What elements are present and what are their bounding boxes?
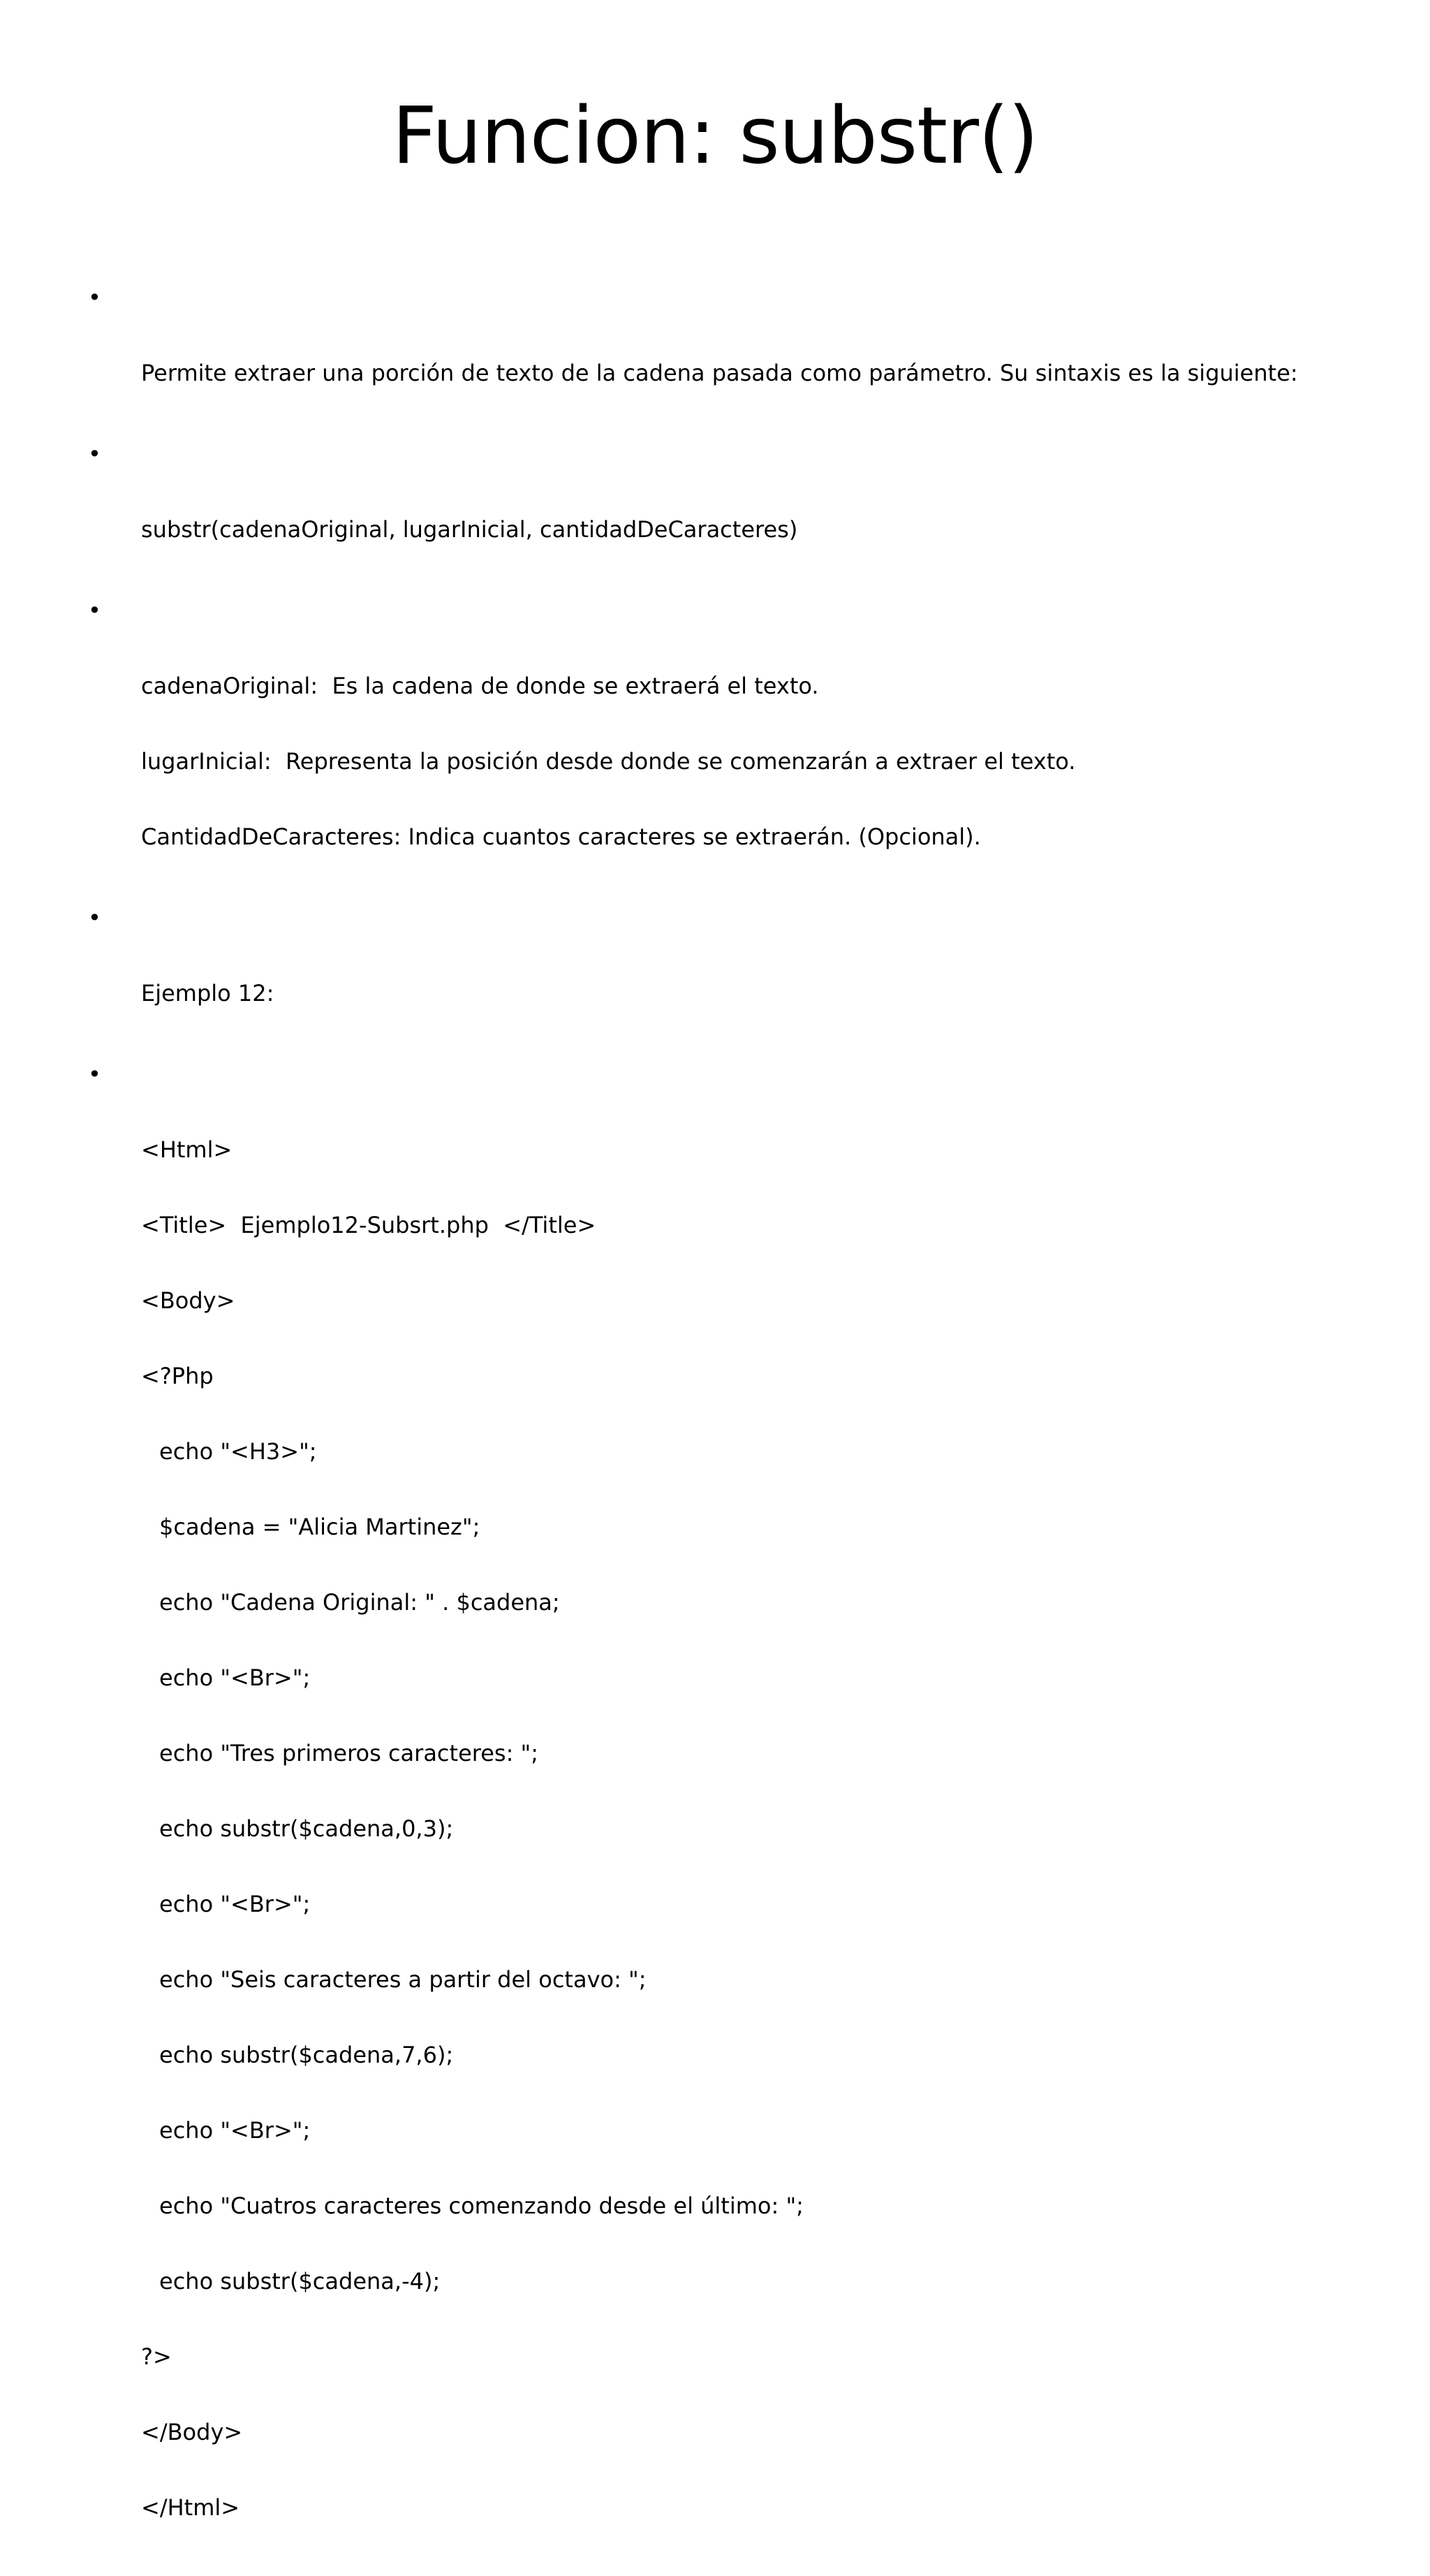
code-line: echo substr($cadena,0,3); — [159, 1815, 454, 1842]
syntax-text: substr(cadenaOriginal, lugarInicial, cantidadDeCaracteres) — [141, 516, 798, 543]
code-line: echo substr($cadena,-4); — [159, 2268, 441, 2295]
code-line: echo "<Br>"; — [159, 1891, 311, 1917]
description-text: Permite extraer una porción de texto de la cadena pasada como parámetro. Su sintaxis es la siguiente: — [141, 360, 1298, 386]
code-line: <Title> Ejemplo12-Subsrt.php </Title> — [141, 1212, 596, 1238]
parameter-line: lugarInicial: Representa la posición desde donde se comenzarán a extraer el texto. — [141, 748, 1076, 775]
bullet-item-example-heading — [81, 905, 1394, 1056]
slide-title: Funcion: substr() — [392, 91, 1038, 182]
code-line: </Html> — [141, 2494, 240, 2521]
bullet-icon: • — [88, 1061, 101, 1088]
code-line: echo "Tres primeros caracteres: "; — [159, 1740, 539, 1766]
code-line: <Html> — [141, 1136, 233, 1163]
bullet-list — [81, 285, 1394, 2576]
code-line: echo substr($cadena,7,6); — [159, 2042, 454, 2068]
bullet-item-syntax — [81, 441, 1394, 592]
bullet-icon: • — [88, 441, 101, 467]
code-line: ?> — [141, 2343, 172, 2370]
parameter-line: cadenaOriginal: Es la cadena de donde se extraerá el texto. — [141, 673, 819, 699]
code-line: </Body> — [141, 2419, 243, 2445]
code-line: echo "Cuatros caracteres comenzando desde el último: "; — [159, 2193, 804, 2219]
bullet-icon: • — [88, 284, 101, 311]
code-line: echo "<H3>"; — [159, 1438, 317, 1465]
bullet-icon: • — [88, 905, 101, 931]
code-line: <?Php — [141, 1363, 214, 1389]
code-line: echo "Cadena Original: " . $cadena; — [159, 1589, 560, 1616]
code-line: echo "<Br>"; — [159, 1664, 311, 1691]
example-heading: Ejemplo 12: — [141, 980, 274, 1007]
bullet-item-parameters — [81, 598, 1394, 900]
parameter-line: CantidadDeCaracteres: Indica cuantos caracteres se extraerán. (Opcional). — [141, 824, 981, 850]
code-line: echo "<Br>"; — [159, 2117, 311, 2144]
code-line: <Body> — [141, 1287, 235, 1314]
code-line: echo "Seis caracteres a partir del octavo: "; — [159, 1966, 647, 1993]
bullet-item-code — [81, 1062, 1394, 2570]
code-line: $cadena = "Alicia Martinez"; — [159, 1514, 480, 1540]
bullet-icon: • — [88, 597, 101, 624]
bullet-item-description — [81, 285, 1394, 436]
